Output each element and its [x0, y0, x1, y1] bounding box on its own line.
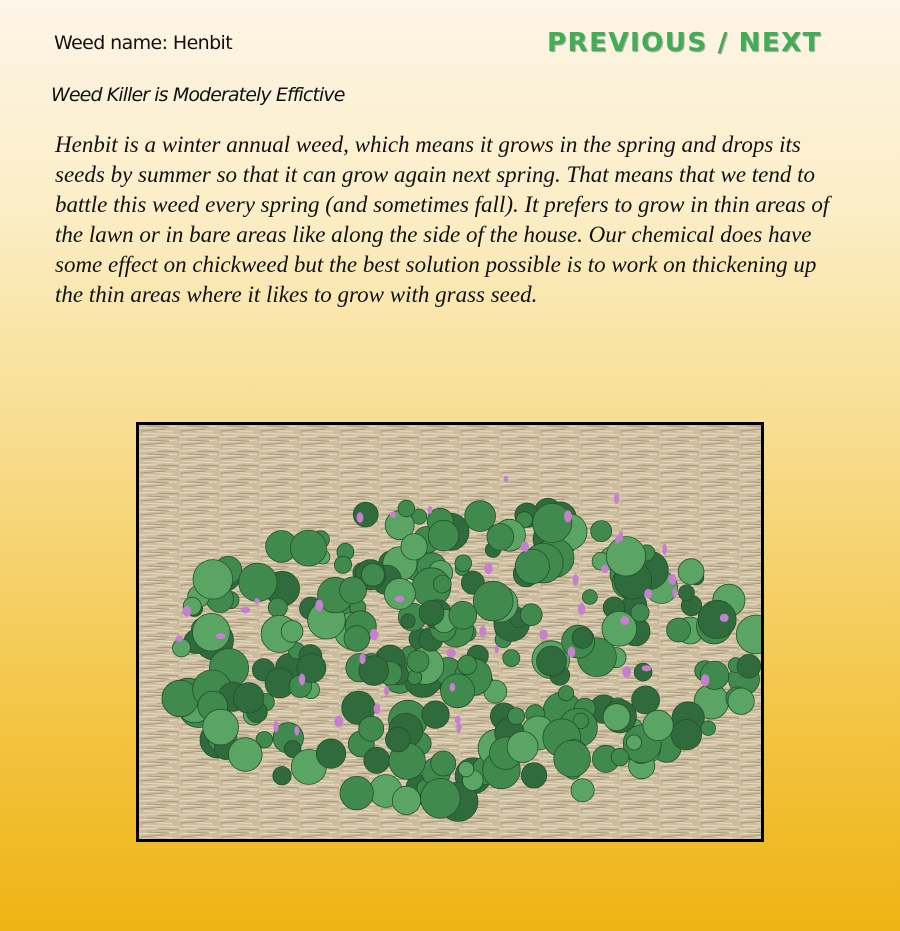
flower — [384, 686, 389, 696]
flower — [578, 603, 586, 615]
leaf — [521, 763, 546, 788]
leaf — [632, 686, 660, 714]
leaf — [583, 590, 598, 605]
henbit-photo-image — [139, 425, 761, 839]
leaf — [591, 521, 612, 542]
leaf — [441, 674, 475, 708]
flower — [479, 626, 486, 637]
leaf — [507, 731, 538, 762]
leaf — [473, 581, 513, 621]
leaf — [401, 614, 415, 628]
page-navigation — [547, 28, 822, 58]
leaf — [508, 708, 525, 725]
flower — [622, 666, 631, 677]
flower — [334, 716, 343, 727]
flower — [455, 716, 461, 724]
leaf — [433, 575, 451, 593]
leaf — [537, 646, 567, 676]
flower — [615, 535, 620, 543]
flower — [216, 633, 226, 639]
leaf — [422, 701, 449, 728]
leaf — [398, 500, 415, 517]
leaf — [728, 688, 754, 714]
flower — [446, 649, 456, 658]
flower — [495, 645, 499, 653]
effectiveness-rating: Weed Killer is Moderately Effictive — [51, 84, 345, 106]
leaf — [361, 563, 384, 586]
leaf — [559, 686, 574, 701]
leaf — [203, 709, 239, 745]
leaf — [281, 621, 303, 643]
leaf — [678, 559, 704, 585]
leaf — [431, 751, 456, 776]
leaf — [701, 721, 716, 736]
flower — [241, 607, 251, 613]
leaf — [503, 650, 520, 667]
leaf — [273, 767, 291, 785]
leaf — [671, 720, 701, 750]
previous-link[interactable]: PREVIOUS — [547, 28, 708, 58]
leaf — [419, 601, 444, 626]
flower — [395, 596, 404, 602]
flower — [299, 674, 305, 686]
leaf — [173, 639, 191, 657]
flower — [614, 493, 619, 504]
flower — [568, 647, 576, 658]
flower — [428, 506, 433, 514]
flower — [273, 721, 278, 732]
leaf — [571, 779, 594, 802]
leaf — [193, 613, 231, 651]
flower — [175, 635, 183, 641]
leaf — [386, 727, 411, 752]
leaf — [611, 748, 629, 766]
flower — [374, 704, 381, 715]
flower — [484, 563, 492, 575]
flower — [521, 542, 530, 552]
leaf — [643, 710, 673, 740]
leaf — [291, 530, 327, 566]
leaf — [737, 655, 761, 679]
leaf — [421, 779, 461, 819]
leaf — [554, 740, 591, 777]
flower — [390, 511, 396, 517]
leaf — [364, 747, 390, 773]
leaf — [340, 776, 373, 809]
leaf — [401, 534, 427, 560]
leaf — [334, 556, 351, 573]
leaf — [667, 618, 691, 642]
flower — [539, 630, 548, 640]
leaf — [606, 537, 645, 576]
flower — [315, 600, 323, 612]
flower — [370, 629, 378, 640]
leaf — [239, 563, 277, 601]
leaf — [520, 604, 542, 626]
weed-description: Henbit is a winter annual weed, which means it grows in the spring and drops its seeds by summer so that it can grow again next spring. That means that we tend to battle this weed every spring (and sometimes fall). It prefers to grow in thin areas of the lawn or in bare areas like along the side of the house. Our chemical does have some effect on chickweed but the best solution possible is to work on thickening up the thin areas where it likes to grow with grass seed. — [55, 132, 830, 307]
flower — [450, 683, 456, 692]
leaf — [268, 598, 287, 617]
flower — [573, 574, 579, 586]
leaf — [458, 761, 473, 776]
leaf — [631, 604, 649, 622]
flower — [701, 674, 710, 686]
flower — [182, 606, 191, 617]
leaf — [465, 501, 496, 532]
henbit-photo — [136, 422, 764, 842]
leaf — [428, 520, 459, 551]
leaf — [455, 555, 472, 572]
flower — [672, 587, 677, 597]
leaf — [233, 683, 264, 714]
leaf — [515, 549, 549, 583]
flower — [668, 574, 676, 585]
leaf — [193, 560, 233, 600]
nav-separator: / — [717, 28, 729, 58]
leaf — [627, 735, 642, 750]
leaf — [449, 601, 477, 629]
leaf — [229, 738, 263, 772]
leaf — [316, 739, 345, 768]
flower — [620, 616, 629, 625]
leaf — [353, 502, 378, 527]
flower — [357, 512, 364, 523]
leaf — [603, 704, 630, 731]
flower — [601, 565, 609, 573]
leaf — [359, 716, 384, 741]
leaf — [344, 626, 370, 652]
flower — [294, 726, 299, 736]
flower — [504, 476, 509, 482]
leaf — [407, 650, 429, 672]
leaf — [384, 578, 415, 609]
flower — [642, 665, 652, 671]
leaf — [458, 655, 477, 674]
leaf — [572, 628, 593, 649]
leaf — [679, 585, 695, 601]
weed-name-label: Weed name: Henbit — [54, 32, 233, 54]
leaf — [533, 503, 572, 542]
flower — [564, 510, 572, 522]
flower — [720, 614, 729, 622]
leaf — [698, 600, 736, 638]
flower — [254, 598, 259, 604]
flower — [359, 654, 365, 665]
flower — [662, 544, 667, 555]
leaf — [392, 786, 420, 814]
flower — [644, 589, 652, 599]
next-link[interactable]: NEXT — [738, 28, 822, 58]
leaf — [340, 577, 367, 604]
